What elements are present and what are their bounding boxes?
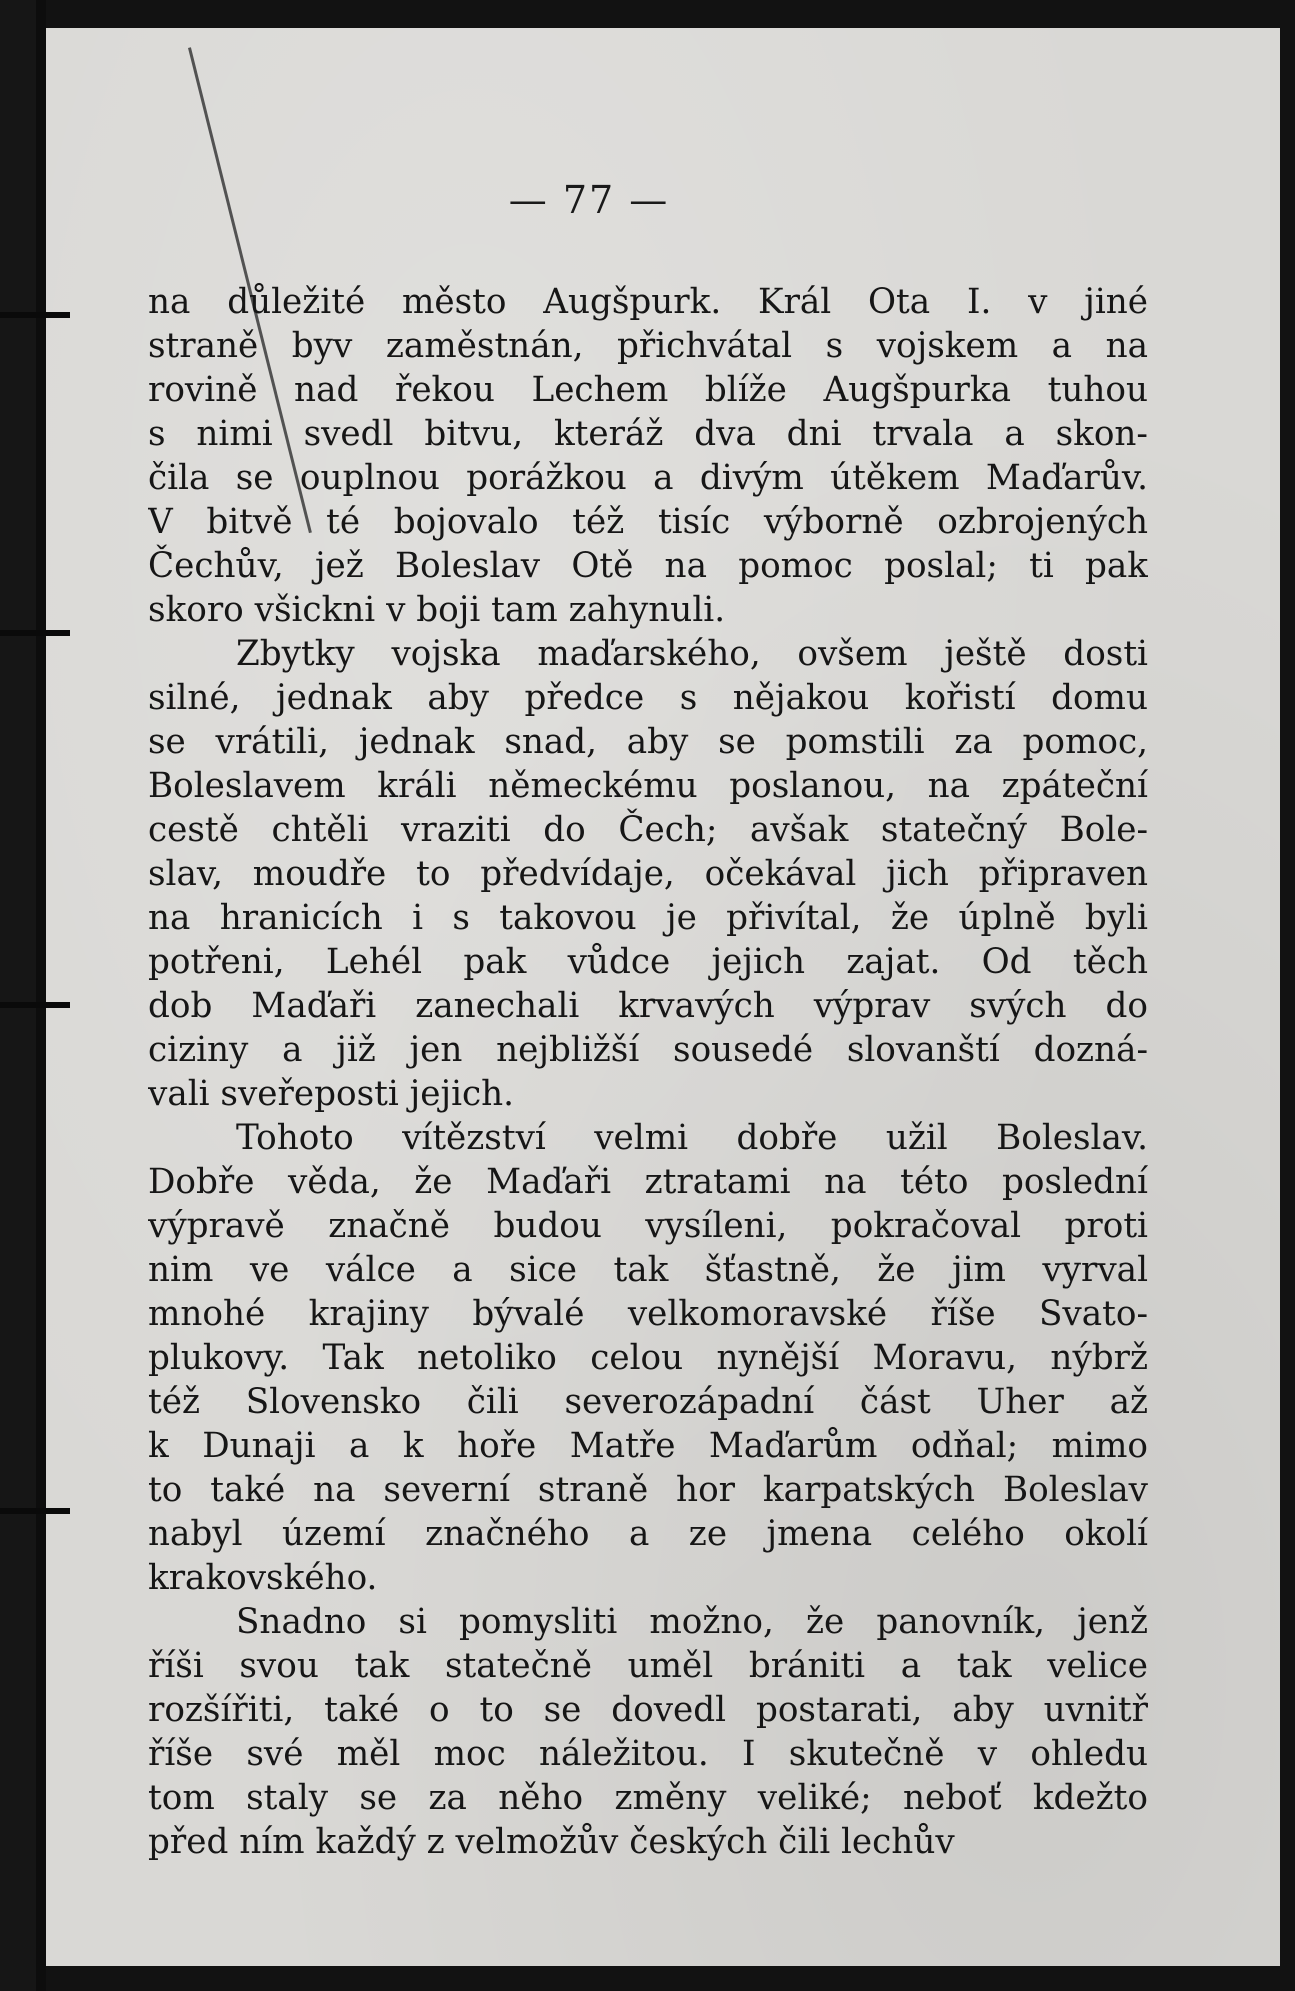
binding-mark — [0, 1508, 70, 1514]
text-line: Snadno si pomysliti možno, že panovník, jenž — [236, 1602, 1148, 1642]
page-number: — 77 — — [508, 178, 670, 222]
text-line: říše své měl moc náležitou. I skutečně v ohledu — [148, 1734, 1148, 1774]
text-line: též Slovensko čili severozápadní část Uher až — [148, 1382, 1148, 1422]
text-line: vali sveřeposti jejich. — [148, 1074, 515, 1114]
binding-mark — [0, 1002, 70, 1008]
paragraph — [148, 280, 1148, 632]
binding-mark — [0, 630, 70, 636]
text-line: Tohoto vítězství velmi dobře užil Boleslav. — [236, 1118, 1148, 1158]
text-line: to také na severní straně hor karpatských Boleslav — [148, 1470, 1148, 1510]
binding-edge — [36, 0, 46, 1991]
text-line: skoro všickni v boji tam zahynuli. — [148, 590, 726, 630]
text-line: nim ve válce a sice tak šťastně, že jim vyrval — [148, 1250, 1148, 1290]
text-line: V bitvě té bojovalo též tisíc výborně ozbrojených — [148, 502, 1148, 542]
text-line: na důležité město Augšpurk. Král Ota I. v jiné — [148, 282, 1148, 322]
text-line: rozšířiti, také o to se dovedl postarati, aby uvnitř — [148, 1690, 1148, 1730]
binding-mark — [0, 312, 70, 318]
text-line: s nimi svedl bitvu, kteráž dva dni trvala a skon- — [148, 414, 1148, 454]
text-line: k Dunaji a k hoře Matře Maďarům odňal; mimo — [148, 1426, 1148, 1466]
text-line: rovině nad řekou Lechem blíže Augšpurka tuhou — [148, 370, 1148, 410]
text-line: mnohé krajiny bývalé velkomoravské říše Svato- — [148, 1294, 1148, 1334]
paper-sheet — [38, 28, 1280, 1966]
text-line: na hranicích i s takovou je přivítal, že úplně byli — [148, 898, 1148, 938]
text-line: potřeni, Lehél pak vůdce jejich zajat. Od těch — [148, 942, 1148, 982]
paragraph — [148, 1116, 1148, 1600]
text-line: Boleslavem králi německému poslanou, na zpáteční — [148, 766, 1148, 806]
text-line: cestě chtěli vraziti do Čech; avšak statečný Bole- — [148, 810, 1148, 850]
body-text — [148, 280, 1148, 1864]
paragraph — [148, 632, 1148, 1116]
text-line: ciziny a již jen nejbližší sousedé slovanští dozná- — [148, 1030, 1148, 1070]
text-line: čila se ouplnou porážkou a divým útěkem Maďarův. — [148, 458, 1148, 498]
text-line: straně byv zaměstnán, přichvátal s vojskem a na — [148, 326, 1148, 366]
text-line: výpravě značně budou vysíleni, pokračoval proti — [148, 1206, 1148, 1246]
text-line: slav, moudře to předvídaje, očekával jich připraven — [148, 854, 1148, 894]
text-line: dob Maďaři zanechali krvavých výprav svých do — [148, 986, 1148, 1026]
text-line: Dobře věda, že Maďaři ztratami na této poslední — [148, 1162, 1148, 1202]
text-line: říši svou tak statečně uměl brániti a tak velice — [148, 1646, 1148, 1686]
text-line: krakovského. — [148, 1558, 378, 1598]
paragraph — [148, 1600, 1148, 1864]
text-line: silné, jednak aby předce s nějakou kořistí domu — [148, 678, 1148, 718]
text-line: tom staly se za něho změny veliké; neboť kdežto — [148, 1778, 1148, 1818]
text-line: Zbytky vojska maďarského, ovšem ještě dosti — [236, 634, 1148, 674]
text-line: nabyl území značného a ze jmena celého okolí — [148, 1514, 1148, 1554]
text-line: před ním každý z velmožův českých čili lechův — [148, 1822, 955, 1862]
text-line: se vrátili, jednak snad, aby se pomstili za pomoc, — [148, 722, 1148, 762]
text-line: plukovy. Tak netoliko celou nynější Moravu, nýbrž — [148, 1338, 1148, 1378]
text-line: Čechův, jež Boleslav Otě na pomoc poslal; ti pak — [148, 546, 1148, 586]
